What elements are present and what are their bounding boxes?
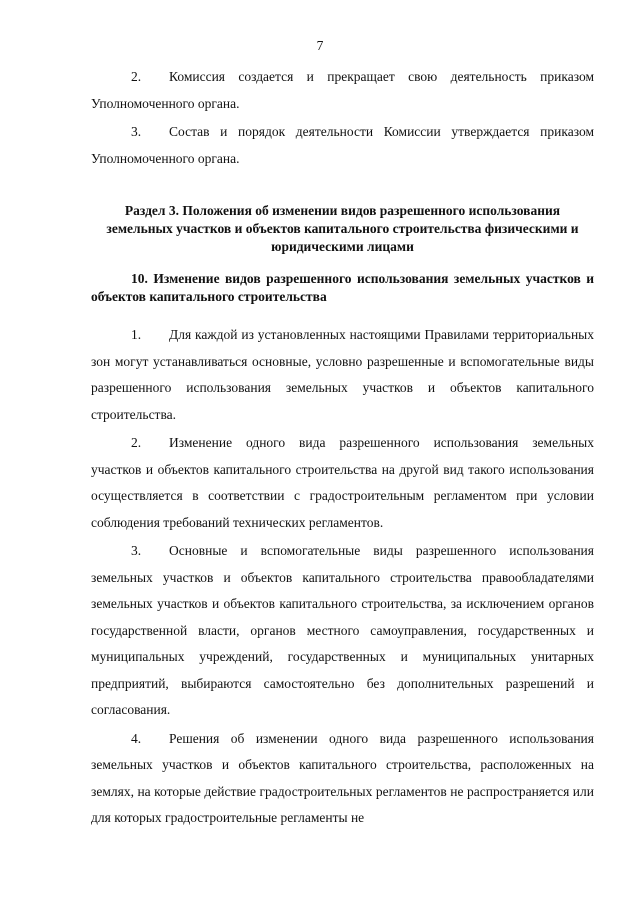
item-text: Изменение одного вида разрешенного использования земельных участков и объектов капитального строительства на другой вид такого использования осуществляется в соответствии с градостроительным регламентом при условии соблюдения требований технических регламентов. — [91, 435, 594, 530]
list-item — [91, 64, 594, 117]
item-text: Решения об изменении одного вида разрешенного использования земельных участков и объектов капитального строительства, расположенных на землях, на которые действие градостроительных регламентов не распространяется или для которых градостроительные регламенты не — [91, 730, 594, 825]
item-number: 1. — [131, 327, 142, 342]
item-number: 2. — [131, 435, 142, 450]
subsection-title — [91, 270, 594, 306]
list-item — [91, 538, 594, 724]
list-item — [91, 430, 594, 536]
item-text: Комиссия создается и прекращает свою деятельность приказом Уполномоченного органа. — [91, 69, 594, 111]
item-text: Основные и вспомогательные виды разрешенного использования земельных участков и объектов капитального строительства правообладателями земельных участков и объектов капитального строительства, за исключением органов государственной власти, органов местного самоуправления, государственных и муниципальных учреждений, государственных и муниципальных унитарных предприятий, выбираются самостоятельно без дополнительных разрешений и согласования. — [91, 543, 594, 717]
section-title: Раздел 3. Положения об изменении видов разрешенного использования земельных участков и объектов капитального строительства физическими и юридическими лицами — [106, 203, 579, 254]
item-number: 3. — [131, 543, 142, 558]
page-number: 7 — [316, 38, 324, 53]
list-item — [91, 726, 594, 832]
subsection-number: 10. — [131, 271, 148, 286]
item-text: Состав и порядок деятельности Комиссии утверждается приказом Уполномоченного органа. — [91, 124, 594, 166]
item-text: Для каждой из установленных настоящими Правилами территориальных зон могут устанавливаться основные, условно разрешенные и вспомогательные виды разрешенного использования земельных участков и объектов капитального строительства. — [91, 327, 594, 422]
subsection-title-text: Изменение видов разрешенного использования земельных участков и объектов капитального строительства — [91, 271, 594, 304]
item-number: 3. — [131, 124, 142, 139]
list-item — [91, 119, 594, 172]
list-item — [91, 322, 594, 428]
item-number: 4. — [131, 730, 142, 746]
document-body — [91, 64, 594, 834]
item-number: 2. — [131, 69, 142, 84]
